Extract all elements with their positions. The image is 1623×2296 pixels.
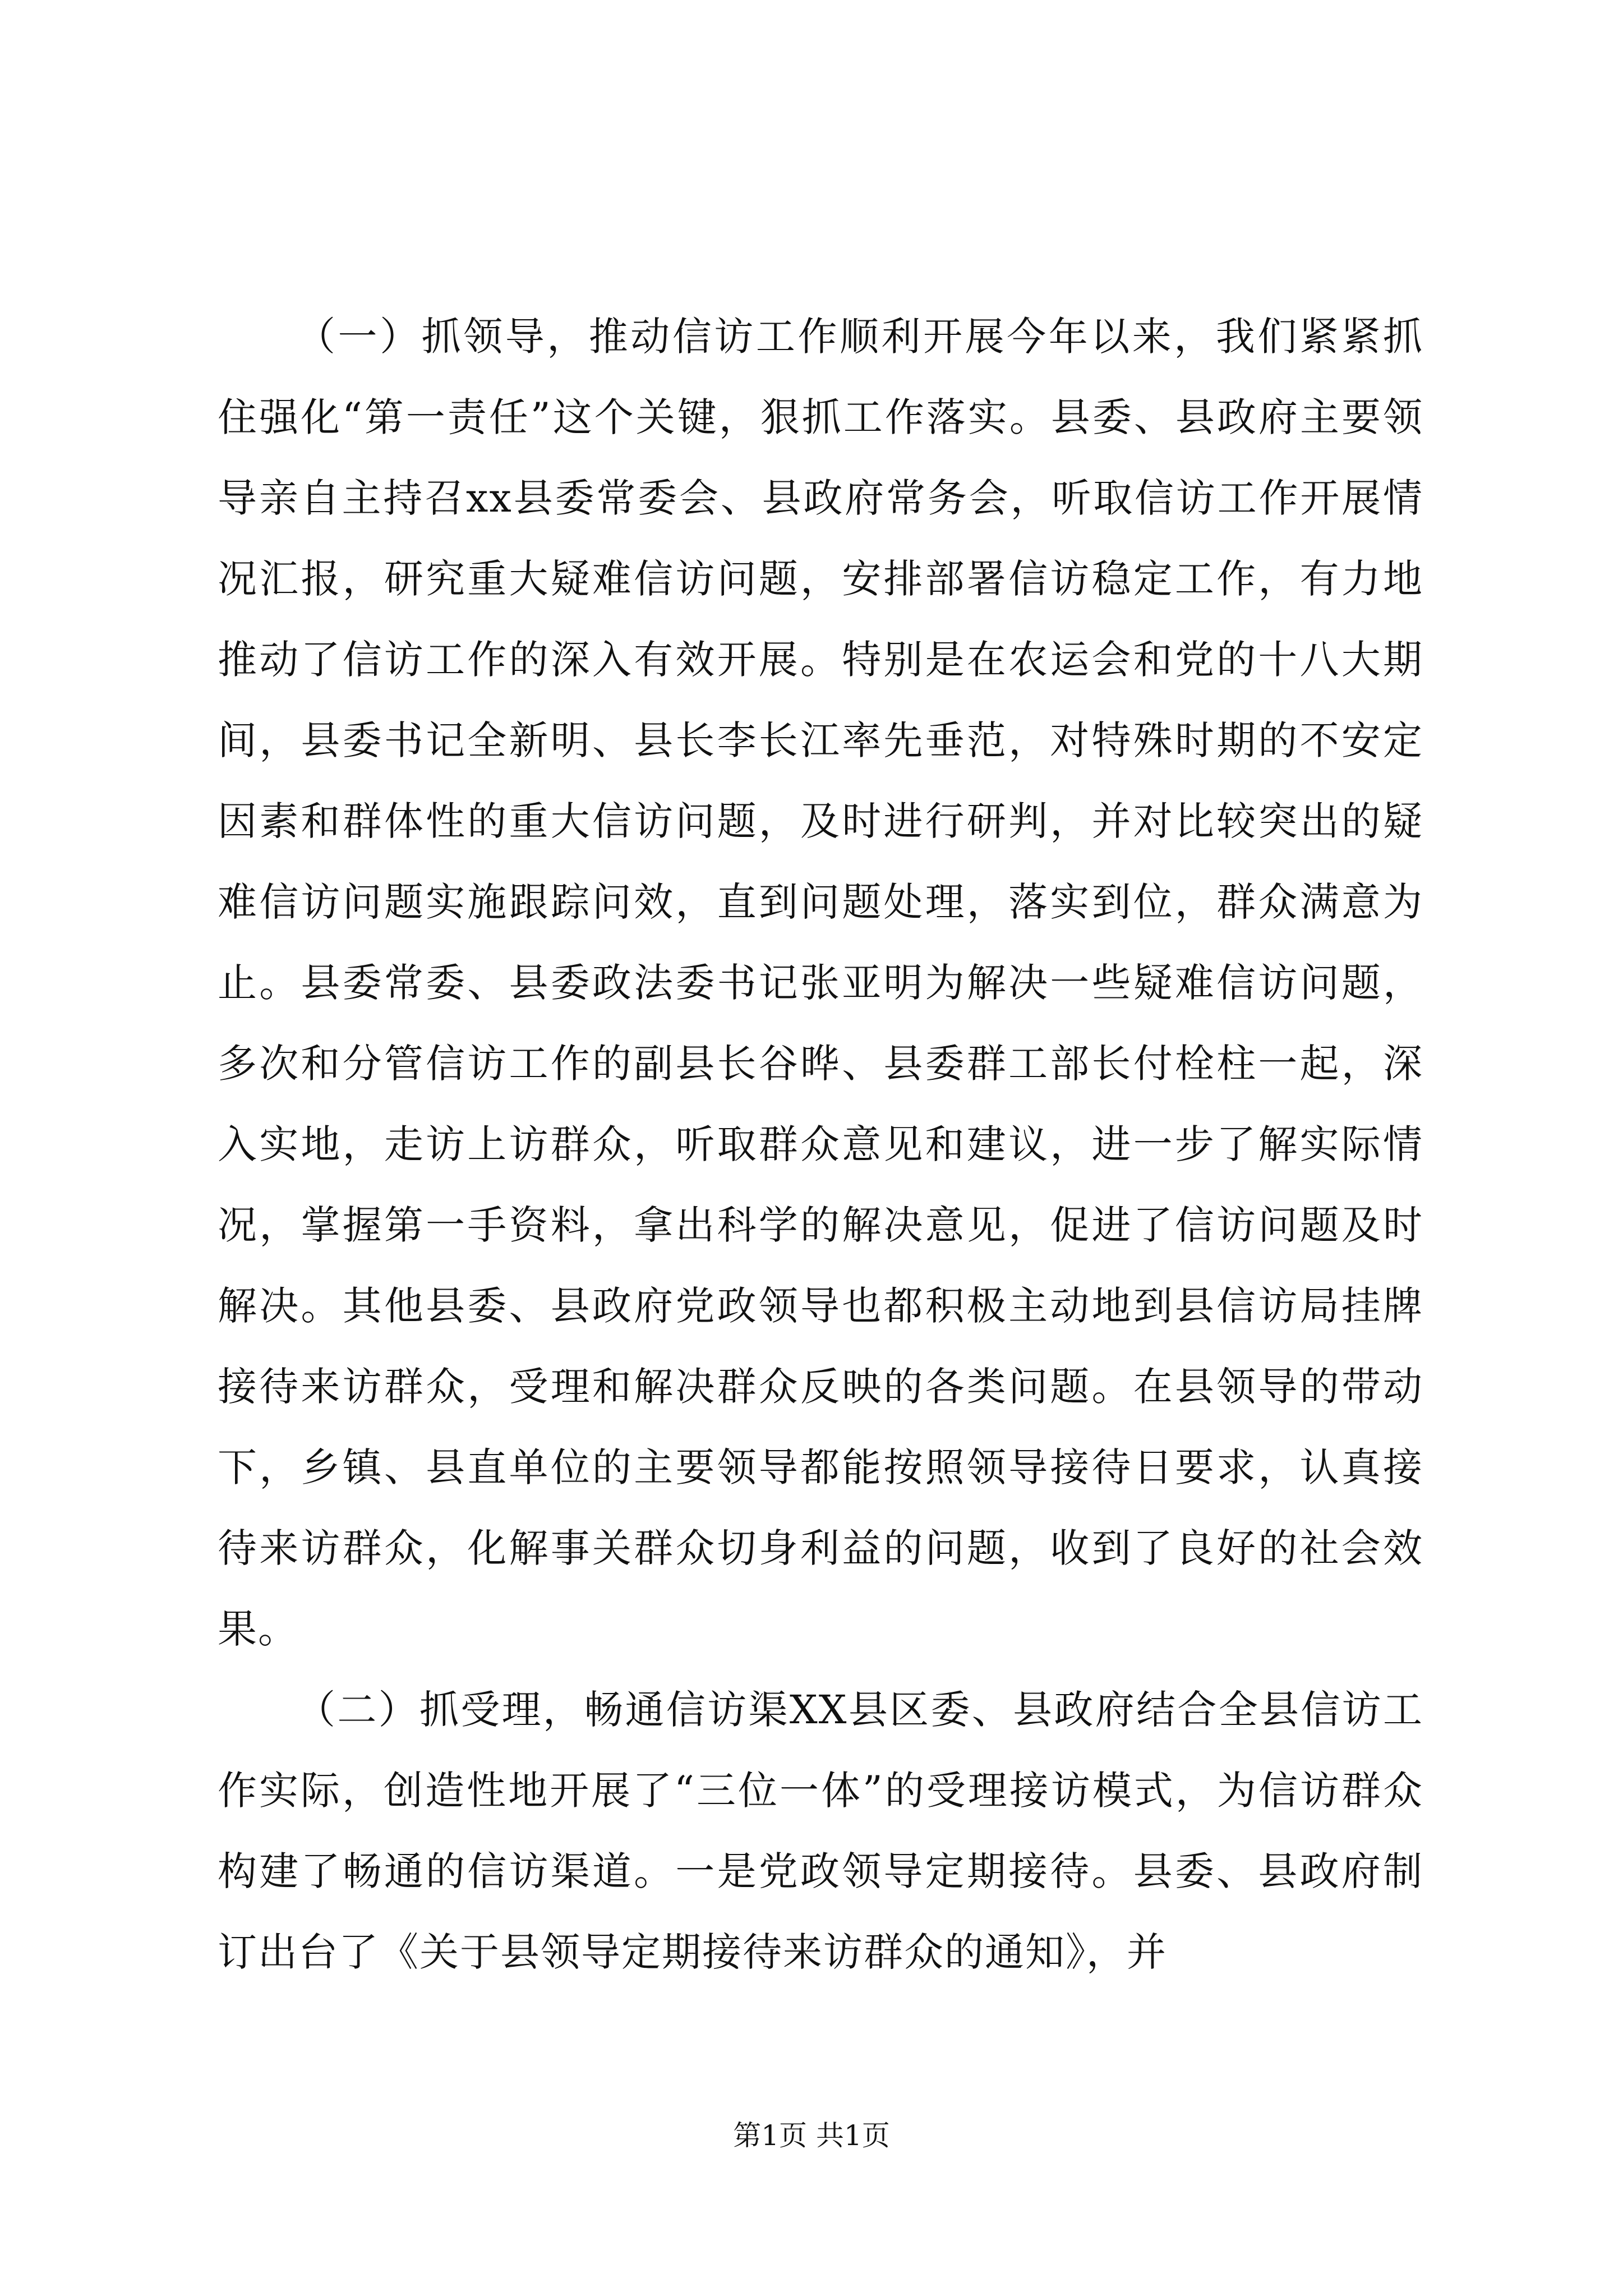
paragraph-2: （二）抓受理，畅通信访渠XX县区委、县政府结合全县信访工作实际，创造性地开展了“三位一体”的受理接访模式，为信访群众构建了畅通的信访渠道。一是党政领导定期接待。县委、县政府制订出台了《关于县领导定期接待来访群众的通知》，并 [218,1687,1423,1975]
page-footer [0,2116,1623,2155]
document-body [218,296,1423,1993]
page-number-label: 第1页 共1页 [733,2119,890,2152]
paragraph-1: （一）抓领导，推动信访工作顺利开展今年以来，我们紧紧抓住强化“第一责任”这个关键，狠抓工作落实。县委、县政府主要领导亲自主持召xx县委常委会、县政府常务会，听取信访工作开展情况汇报，研究重大疑难信访问题，安排部署信访稳定工作，有力地推动了信访工作的深入有效开展。特别是在农运会和党的十八大期间，县委书记全新明、县长李长江率先垂范，对特殊时期的不安定因素和群体性的重大信访问题，及时进行研判，并对比较突出的疑难信访问题实施跟踪问效，直到问题处理，落实到位，群众满意为止。县委常委、县委政法委书记张亚明为解决一些疑难信访问题，多次和分管信访工作的副县长谷晔、县委群工部长付栓柱一起，深入实地，走访上访群众，听取群众意见和建议，进一步了解实际情况，掌握第一手资料，拿出科学的解决意见，促进了信访问题及时解决。其他县委、县政府党政领导也都积极主动地到县信访局挂牌接待来访群众，受理和解决群众反映的各类问题。在县领导的带动下，乡镇、县直单位的主要领导都能按照领导接待日要求，认真接待来访群众，化解事关群众切身利益的问题，收到了良好的社会效果。 [218,314,1423,1652]
